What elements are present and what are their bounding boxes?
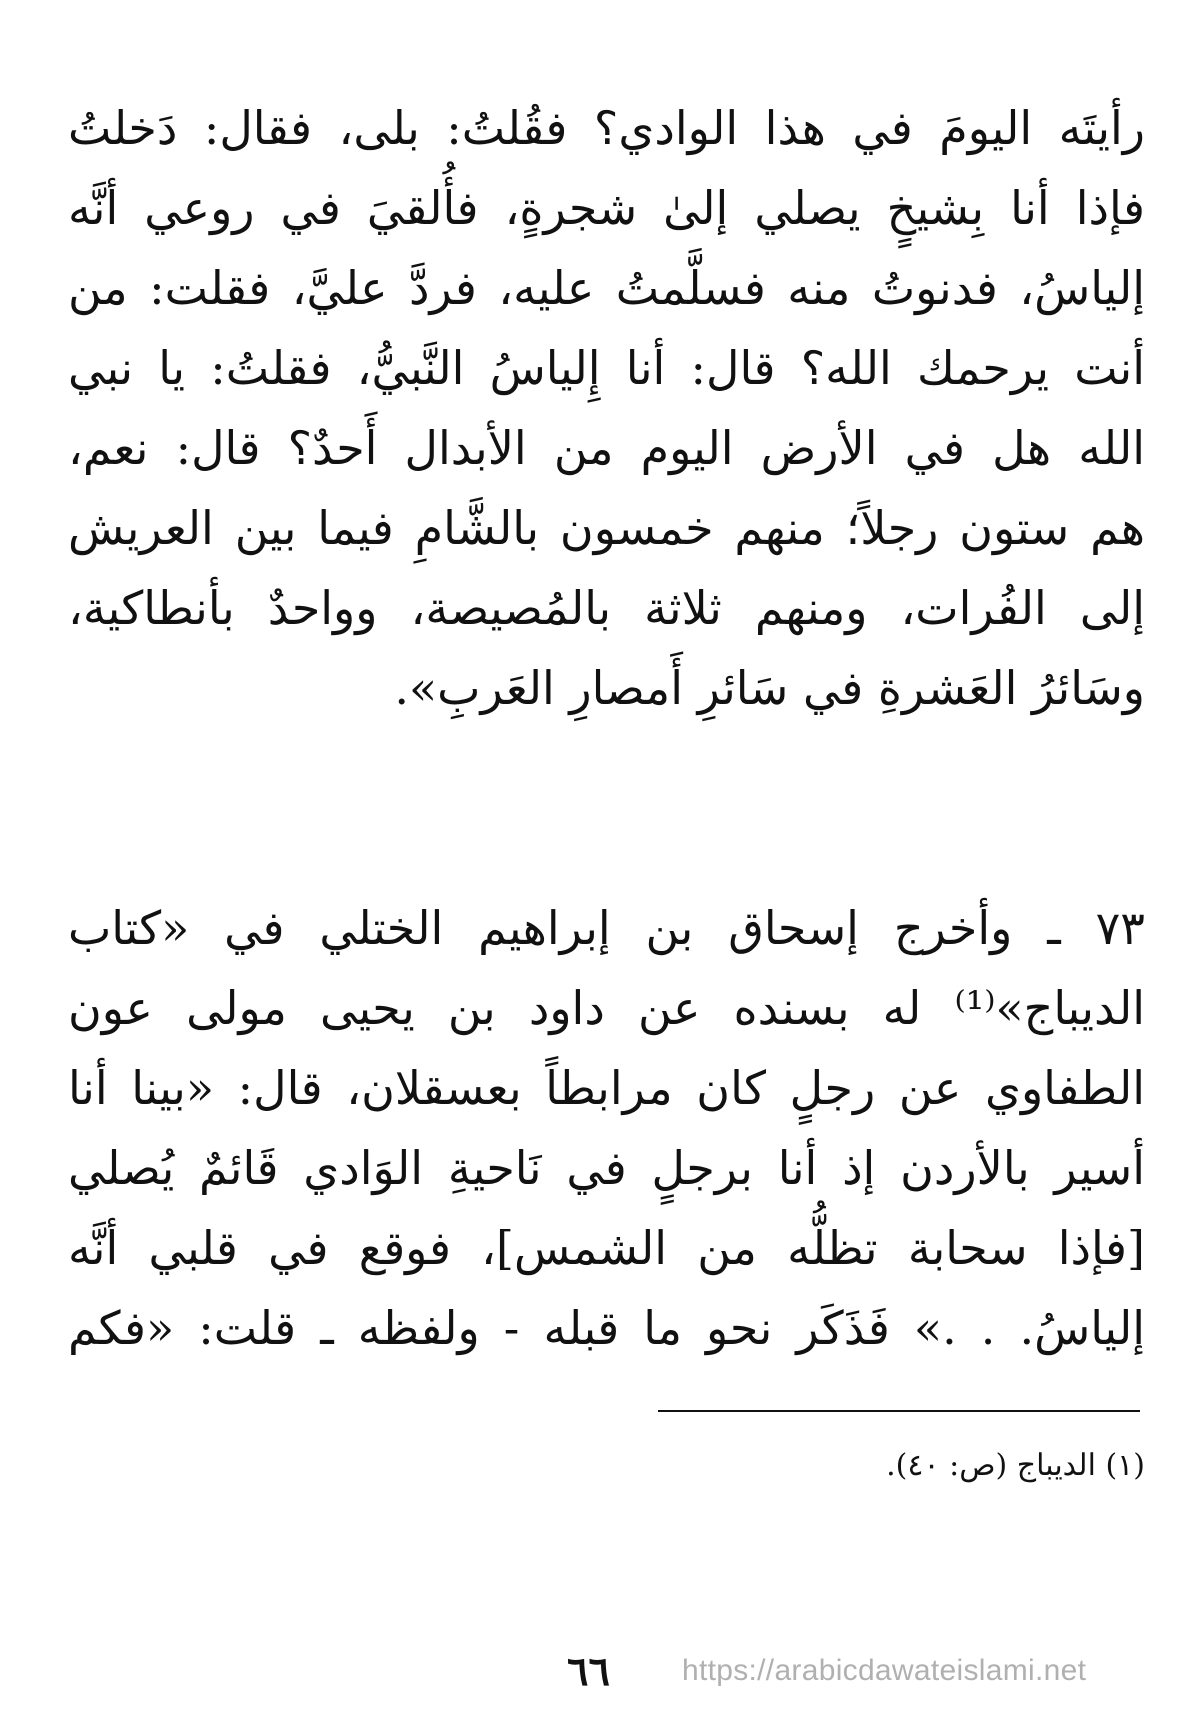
text-line: الطفاوي عن رجلٍ كان مرابطاً بعسقلان، قال: «بينا أنا xyxy=(68,1061,1145,1115)
text-line: وسَائرُ العَشرةِ في سَائرِ أَمصارِ العَربِ». xyxy=(394,661,1145,715)
text-line: إلياسُ، فدنوتُ منه فسلَّمتُ عليه، فردَّ عليَّ، فقلت: من xyxy=(68,261,1145,315)
paragraph-1 xyxy=(68,88,1145,728)
text-line: هم ستون رجلاً؛ منهم خمسون بالشَّامِ فيما بين العريش xyxy=(68,501,1145,555)
text-line: الله هل في الأرض اليوم من الأبدال أَحدٌ؟ قال: نعم، xyxy=(68,421,1145,475)
text-line: إلى الفُرات، ومنهم ثلاثة بالمُصيصة، وواحدٌ بأنطاكية، xyxy=(68,581,1145,635)
text-line: أسير بالأردن إذ أنا برجلٍ في نَاحيةِ الوَادي قَائمٌ يُصلي xyxy=(68,1141,1145,1195)
text-line: [فإذا سحابة تظلُّه من الشمس]، فوقع في قلبي أنَّه xyxy=(68,1221,1145,1275)
text-line: ٧٣ ـ وأخرج إسحاق بن إبراهيم الختلي في «كتاب xyxy=(68,901,1145,955)
page-number: ٦٦ xyxy=(567,1648,610,1695)
paragraph-2 xyxy=(68,888,1145,1368)
text-line: أنت يرحمك الله؟ قال: أنا إِلياسُ النَّبيُّ، فقلتُ: يا نبي xyxy=(68,341,1145,395)
text-line: الديباج»⁽¹⁾ له بسنده عن داود بن يحيى مولى عون xyxy=(68,981,1145,1035)
text-line: فإذا أنا بِشيخٍ يصلي إلىٰ شجرةٍ، فأُلقيَ في روعي أنَّه xyxy=(68,181,1145,235)
text-line: رأيتَه اليومَ في هذا الوادي؟ فقُلتُ: بلى، فقال: دَخلتُ xyxy=(68,101,1145,155)
text-line: إلياسُ. . .» فَذَكَر نحو ما قبله - ولفظه ـ قلت: «فكم xyxy=(68,1301,1145,1355)
footnote: (١) الديباج (ص: ٤٠). xyxy=(886,1448,1145,1483)
footnote-divider xyxy=(658,1410,1140,1412)
watermark-url: https://arabicdawateislami.net xyxy=(682,1654,1087,1687)
